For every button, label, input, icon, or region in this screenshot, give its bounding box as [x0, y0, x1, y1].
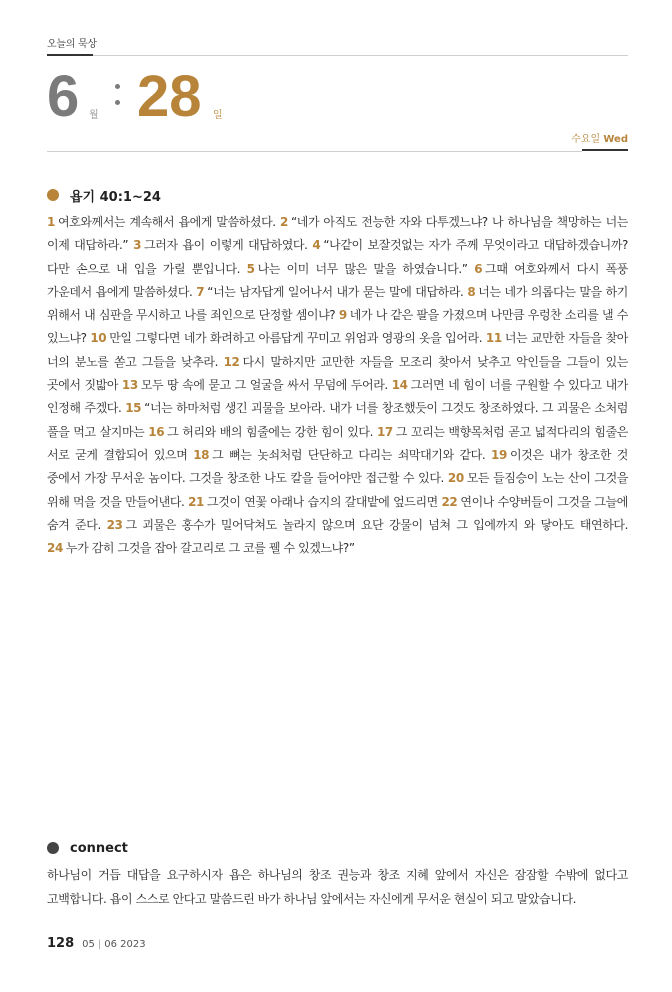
- gold-dot-icon: [47, 189, 59, 201]
- verse-text: 여호와께서는 계속해서 욥에게 말씀하셨다.: [57, 215, 276, 229]
- verse-text: 나는 이미 너무 많은 말을 하였습니다.”: [257, 261, 468, 276]
- issue-separator: |: [97, 939, 102, 950]
- verse-number: 20: [447, 471, 464, 486]
- verse-text: 만일 그렇다면 네가 화려하고 아름답게 꾸미고 위엄과 영광의 옷을 입어라.: [109, 331, 483, 346]
- month-number: 6: [47, 64, 80, 129]
- issue-date: 06 2023: [104, 939, 146, 950]
- verse-number: 10: [90, 331, 107, 346]
- verse-text: 다시 말하지만 교만한 자들을 모조리 찾아서 낮추고 악인들을 그들이 있는 곳에서 짓밟아: [47, 354, 628, 393]
- verse-number: 23: [106, 517, 123, 532]
- dark-dot-icon: [47, 842, 59, 854]
- connect-body: 하나님이 거듭 대답을 요구하시자 욥은 하나님의 창조 권능과 창조 지혜 앞에서 자신은 잠잠할 수밖에 없다고 고백합니다. 욥이 스스로 안다고 말씀드린 바가 하나님 앞에서는 자신에게 무서운 현실이 되고 말았습니다.: [47, 868, 628, 906]
- verse-text: 모든 들짐승이 노는 산이 그것을 위해 먹을 것을 만들어낸다.: [47, 471, 629, 509]
- verse-number: 14: [391, 378, 408, 393]
- section-title: 오늘의 묵상: [47, 39, 97, 50]
- weekday-underline: [582, 149, 628, 151]
- middle-divider: [47, 151, 582, 152]
- issue-info: [82, 939, 145, 950]
- day-unit: 일: [213, 110, 223, 121]
- verse-text: 그러면 네 힘이 너를 구원할 수 있다고 내가 인정해 주겠다.: [47, 378, 628, 416]
- verse-number: 24: [47, 541, 63, 556]
- verse-text: “너는 남자답게 일어나서 내가 묻는 말에 대답하라.: [207, 284, 464, 299]
- verse-number: 12: [223, 354, 240, 369]
- verse-text: 이것은 내가 창조한 것 중에서 가장 무서운 놈이다. 그것을 창조한 나도 칼을 들어야만 접근할 수 있다.: [47, 447, 628, 486]
- verse-number: 1: [47, 215, 55, 229]
- verse-number: 13: [121, 378, 138, 393]
- verse-text: 누가 감히 그것을 잡아 갈고리로 그 코를 꿸 수 있겠느냐?”: [65, 541, 355, 556]
- verse-text: 너는 교만한 자들을 찾아 너의 분노를 쏟고 그들을 낮추라.: [47, 331, 629, 369]
- verse-number: 3: [133, 238, 142, 253]
- connect-heading: [47, 839, 128, 857]
- verse-text: 그 괴물은 홍수가 밀어닥쳐도 놀라지 않으며 요단 강물이 넘쳐 그 입에까지 와 닿아도 태연하다.: [125, 517, 628, 532]
- verse-number: 7: [196, 284, 205, 299]
- verse-text: 그러자 욥이 이렇게 대답하였다.: [144, 238, 308, 253]
- verse-number: 9: [338, 308, 347, 323]
- weekday-korean: 수요일: [571, 134, 601, 145]
- top-divider: [93, 55, 628, 56]
- verse-text: “나같이 보잘것없는 자가 주께 무엇이라고 대답하겠습니까? 다만 손으로 내 입을 가릴 뿐입니다.: [47, 238, 628, 276]
- verse-number: 21: [188, 494, 204, 509]
- verse-text: 모두 땅 속에 묻고 그 얼굴을 싸서 무덤에 두어라.: [140, 378, 388, 393]
- verse-number: 11: [485, 331, 502, 346]
- scripture-reference: 욥기 40:1~24: [70, 189, 161, 205]
- verse-text: 그것이 연꽃 아래나 습지의 갈대밭에 엎드리면: [207, 494, 438, 509]
- verse-number: 8: [467, 284, 476, 299]
- verse-text: 네가 나 같은 팔을 가졌으며 나만큼 우렁찬 소리를 낼 수 있느냐?: [47, 308, 628, 346]
- verse-number: 19: [491, 447, 507, 462]
- verse-text: “너는 하마처럼 생긴 괴물을 보아라. 내가 너를 창조했듯이 그것도 창조하였다. 그 괴물은 소처럼 풀을 먹고 살지마는: [47, 401, 629, 439]
- month-unit: 월: [89, 110, 99, 121]
- issue-month-range: 05: [82, 939, 95, 950]
- page-footer: [47, 936, 146, 951]
- scripture-body: [47, 211, 628, 560]
- day-number: 28: [137, 64, 202, 129]
- weekday-label: [571, 130, 628, 145]
- scripture-heading: [47, 186, 161, 204]
- verse-text: 그 허리와 배의 힘줄에는 강한 힘이 있다.: [167, 424, 374, 439]
- verse-text: 그 꼬리는 백향목처럼 곧고 넓적다리의 힘줄은 서로 굳게 결합되어 있으며: [47, 424, 628, 462]
- verse-text: 연이나 수양버들이 그것을 그늘에 숨겨 준다.: [47, 494, 628, 532]
- verse-number: 18: [193, 447, 210, 462]
- verse-text: 그때 여호와께서 다시 폭풍 가운데서 욥에게 말씀하셨다.: [47, 261, 629, 299]
- connect-title: connect: [70, 840, 128, 856]
- verse-number: 2: [279, 215, 288, 229]
- verse-number: 17: [376, 424, 393, 439]
- verse-text: “네가 아직도 전능한 자와 다투겠느냐? 나 하나님을 책망하는 너는 이제 대답하라.”: [47, 215, 628, 253]
- weekday-english: Wed: [603, 134, 628, 145]
- verse-number: 16: [148, 424, 165, 439]
- verse-text: 너는 네가 의롭다는 말을 하기 위해서 내 심판을 무시하고 나를 죄인으로 단정할 셈이냐?: [47, 284, 628, 323]
- verse-text: 그 뼈는 놋쇠처럼 단단하고 다리는 쇠막대기와 같다.: [212, 447, 486, 462]
- colon-separator: [115, 84, 121, 114]
- verse-number: 6: [474, 261, 483, 276]
- verse-number: 15: [125, 401, 142, 416]
- section-title-underline: [47, 54, 93, 56]
- verse-number: 5: [246, 261, 255, 276]
- page-number: 128: [47, 936, 75, 951]
- verse-number: 4: [312, 238, 321, 253]
- verse-number: 22: [441, 494, 458, 509]
